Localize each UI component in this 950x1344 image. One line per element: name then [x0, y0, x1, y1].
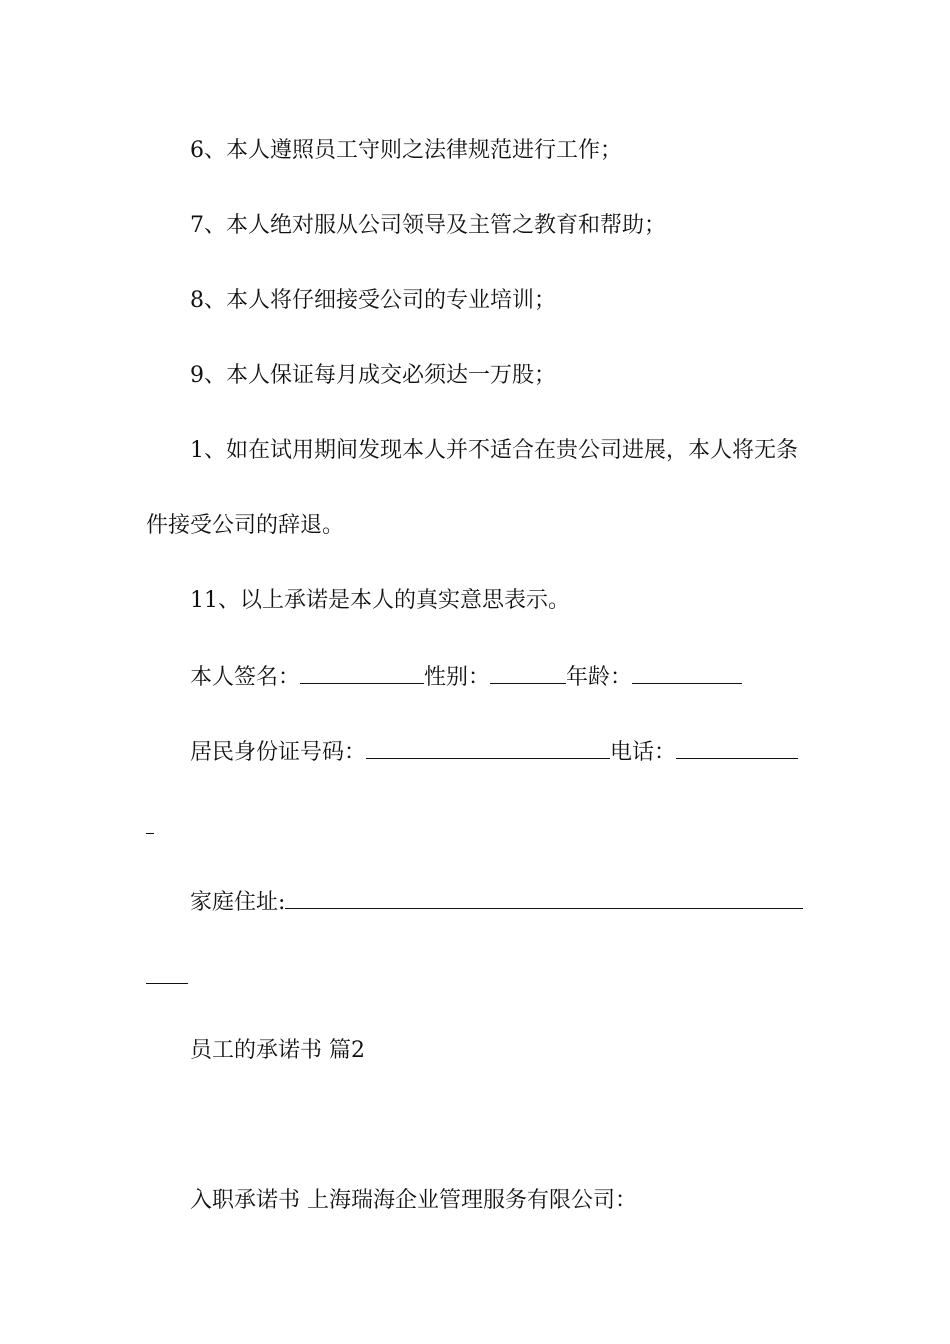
address-row	[190, 886, 803, 918]
phone-blank-continued[interactable]	[146, 811, 154, 834]
id-phone-row	[190, 736, 798, 768]
section-title: 员工的承诺书 篇2	[190, 1038, 365, 1063]
item-7: 7、本人绝对服从公司领导及主管之教育和帮助；	[190, 213, 666, 238]
age-blank[interactable]	[632, 661, 742, 684]
age-label: 年龄：	[566, 665, 633, 690]
address-blank-continued[interactable]	[146, 961, 188, 984]
phone-blank-continued-row	[146, 811, 154, 843]
item-10-line2: 件接受公司的辞退。	[146, 513, 345, 538]
signature-label: 本人签名：	[190, 665, 301, 690]
phone-label: 电话：	[610, 740, 677, 765]
item-9: 9、本人保证每月成交必须达一万股；	[190, 363, 556, 388]
item-8: 8、本人将仔细接受公司的专业培训；	[190, 288, 556, 313]
id-number-blank[interactable]	[366, 736, 610, 759]
letter-heading: 入职承诺书 上海瑞海企业管理服务有限公司：	[190, 1188, 637, 1213]
address-blank[interactable]	[285, 886, 803, 909]
phone-blank[interactable]	[676, 736, 798, 759]
id-label: 居民身份证号码：	[190, 740, 367, 765]
item-10-line1: 1、如在试用期间发现本人并不适合在贵公司进展，本人将无条	[190, 438, 798, 463]
signature-row	[190, 661, 742, 693]
gender-blank[interactable]	[490, 661, 566, 684]
item-11: 11、以上承诺是本人的真实意思表示。	[190, 588, 570, 613]
gender-label: 性别：	[424, 665, 491, 690]
address-label: 家庭住址:	[190, 890, 286, 915]
signature-blank[interactable]	[300, 661, 424, 684]
address-blank-continued-row	[146, 961, 188, 993]
item-6: 6、本人遵照员工守则之法律规范进行工作；	[190, 138, 622, 163]
